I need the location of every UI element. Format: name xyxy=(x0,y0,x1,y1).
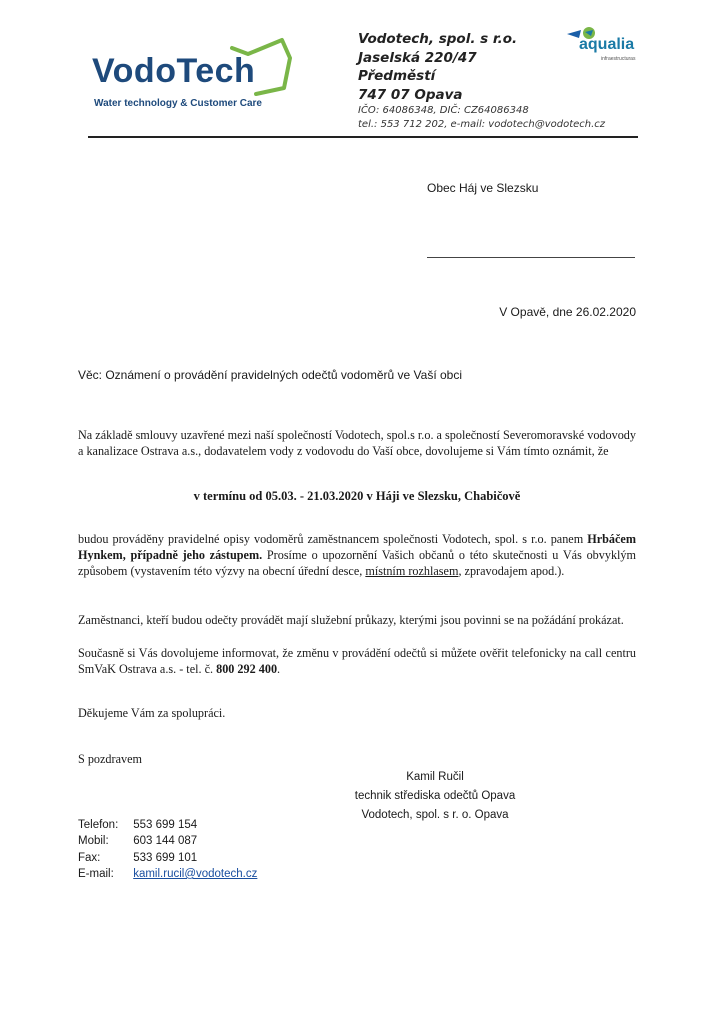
signer-title: technik střediska odečtů Opava xyxy=(354,790,516,802)
contact-value: 603 144 087 xyxy=(133,835,198,848)
p4-text-start: Současně si Vás dovolujeme informovat, že změnu v provádění odečtů si můžete ověřit telefonicky na call centru SmVaK Ostrava a.s. - tel. č. xyxy=(78,646,636,676)
p2-text-end: , zpravodajem apod.). xyxy=(458,564,565,578)
signer-name: Kamil Ručil xyxy=(406,771,464,783)
company-ids: IČO: 64086348, DIČ: CZ64086348 xyxy=(358,105,529,116)
subject-line: Věc: Oznámení o provádění pravidelných odečtů vodoměrů ve Vaší obci xyxy=(78,368,462,382)
regards-line: S pozdravem xyxy=(78,752,142,766)
thanks-line: Děkujeme Vám za spolupráci. xyxy=(78,706,226,720)
signer-company: Vodotech, spol. s r. o. Opava xyxy=(361,809,509,821)
contact-block xyxy=(78,817,257,882)
contact-label: Telefon: xyxy=(78,819,119,831)
recipient-address-line xyxy=(427,257,635,258)
contact-email xyxy=(78,866,257,882)
aqualia-wordmark: aqualia xyxy=(579,36,635,53)
contact-label: Fax: xyxy=(78,851,101,864)
recipient-name: Obec Háj ve Slezsku xyxy=(427,181,539,195)
aqualia-subtitle: infraestructuras xyxy=(601,56,636,62)
vodotech-logo xyxy=(88,36,308,116)
logo-tagline: Water technology & Customer Care xyxy=(94,98,262,109)
header-divider xyxy=(88,136,638,138)
underlined-phrase: místním rozhlasem xyxy=(365,564,459,578)
contact-fax xyxy=(78,850,257,866)
body-paragraph-2 xyxy=(78,531,636,579)
email-link[interactable]: kamil.rucil@vodotech.cz xyxy=(133,867,258,880)
signature-block xyxy=(335,768,535,825)
company-contact: tel.: 553 712 202, e-mail: vodotech@vodotech.cz xyxy=(358,119,606,130)
body-paragraph-1: Na základě smlouvy uzavřené mezi naší společností Vodotech, spol.s r.o. a společností Severomoravské vodovody a kanalizace Ostrava a.s., dodavatelem vody z vodovodu do Vaší obce, dovolujeme si Vám tímto oznámit, že xyxy=(78,428,636,458)
company-city: 747 07 Opava xyxy=(358,86,463,103)
contact-value: 553 699 154 xyxy=(133,819,198,831)
contact-mobile xyxy=(78,833,257,849)
contact-phone xyxy=(78,817,257,833)
call-center-phone: 800 292 400 xyxy=(216,662,278,676)
reader-name-bold: Hrbáčem Hynkem, případně jeho zástupem. xyxy=(78,532,636,562)
contact-label: E-mail: xyxy=(78,867,114,880)
p2-text-mid: Prosíme o upozornění Vašich občanů o této skutečnosti u Vás obvyklým způsobem (vystavením této výzvy na obecní úřední desce, xyxy=(78,548,636,578)
p4-text-end: . xyxy=(277,662,281,676)
body-paragraph-4 xyxy=(78,645,636,677)
body-paragraph-3: Zaměstnanci, kteří budou odečty provádět mají služební průkazy, kterými jsou povinni se na požádání prokázat. xyxy=(78,613,624,627)
logo-wordmark: VodoTech xyxy=(92,52,256,90)
term-line: v termínu od 05.03. - 21.03.2020 v Háji ve Slezsku, Chabičově xyxy=(193,489,521,503)
contact-label: Mobil: xyxy=(78,835,109,848)
date-line: V Opavě, dne 26.02.2020 xyxy=(499,305,636,319)
p2-text-start: budou prováděny pravidelné opisy vodoměrů zaměstnancem společnosti Vodotech, spol. s r.o. panem xyxy=(78,532,588,546)
contact-value: 533 699 101 xyxy=(133,851,198,864)
company-name: Vodotech, spol. s r.o. xyxy=(358,31,518,47)
company-district: Předměstí xyxy=(358,68,436,84)
company-street: Jaselská 220/47 xyxy=(358,49,477,66)
aqualia-logo xyxy=(565,26,645,66)
